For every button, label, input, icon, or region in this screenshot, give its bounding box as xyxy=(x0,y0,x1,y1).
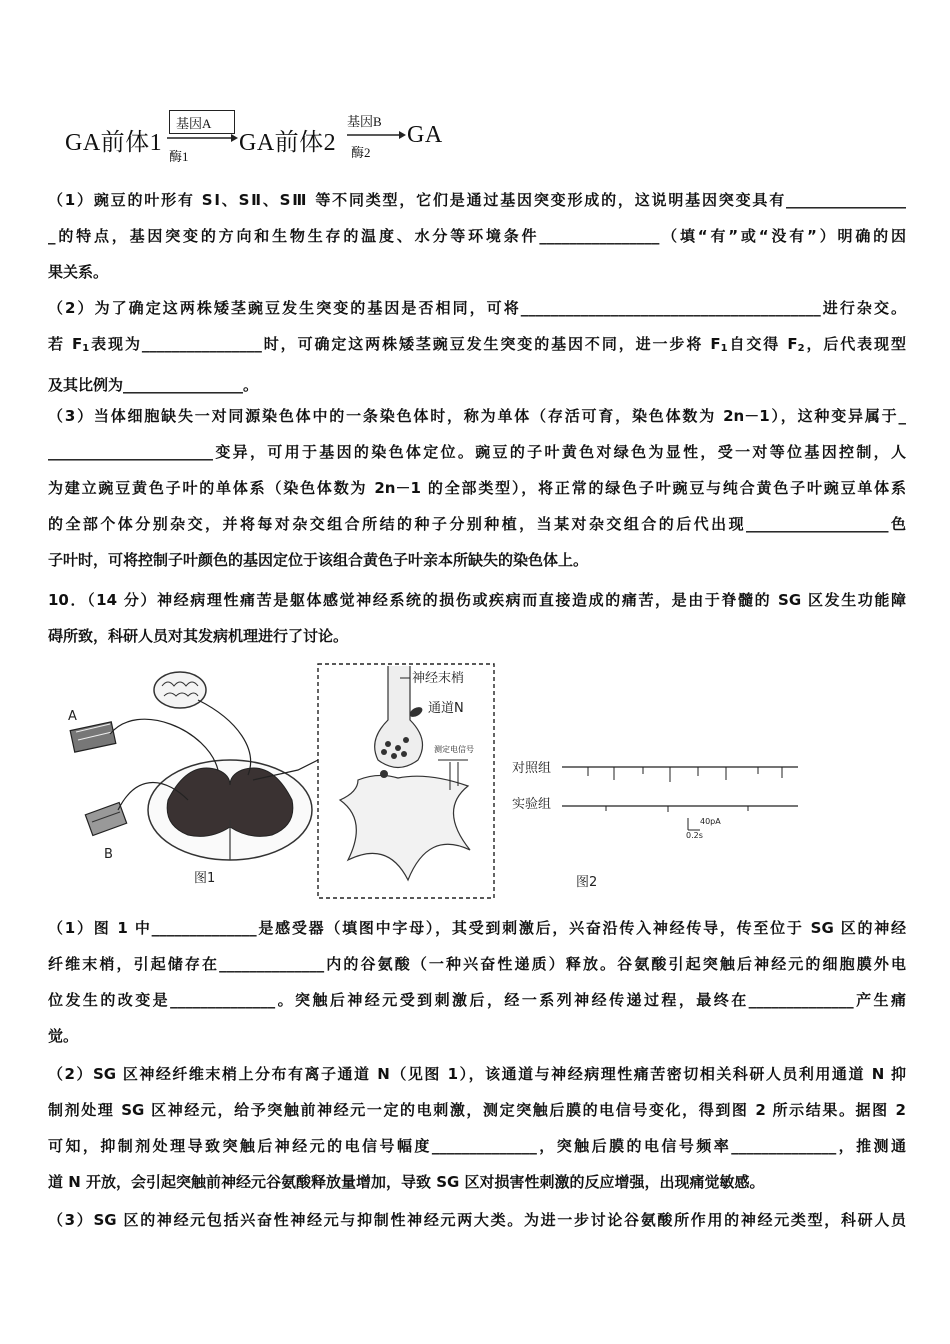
subscript: 1 xyxy=(82,343,90,354)
text-line: 碍所致，科研人员对其发病机理进行了讨论。 xyxy=(48,627,349,645)
q9-part3 xyxy=(48,398,906,578)
text-line: 为建立豌豆黄色子叶的单体系（染色体数为 2n－1 的全部类型），将正常的绿色子叶豌豆与纯合黄色子叶豌豆单体系 xyxy=(48,479,906,497)
text-line: 可知，抑制剂处理导致突触后神经元的电信号幅度______________，突触后膜的电信号频率______________，推测通 xyxy=(48,1137,906,1155)
control-trace xyxy=(562,767,798,782)
pathway-node-ga: GA xyxy=(407,122,443,148)
q9-part2 xyxy=(48,290,906,403)
pathway-node-ga-precursor-2: GA前体2 xyxy=(239,130,337,156)
channel-n-label: 通道N xyxy=(428,701,464,716)
q10-part2 xyxy=(48,1056,906,1200)
text-line: 纤维末梢，引起储存在______________内的谷氨酸（一种兴奋性递质）释放。谷氨酸引起突触后神经元的细胞膜外电 xyxy=(48,955,906,973)
text-line: 果关系。 xyxy=(48,263,109,281)
subscript: 1 xyxy=(720,343,728,354)
arrow-1-icon xyxy=(165,132,239,144)
text-line: 觉。 xyxy=(48,1027,79,1045)
text-line: 及其比例为________________。 xyxy=(48,376,259,394)
text-line: 的全部个体分别杂交，并将每对杂交组合所结的种子分别种植，当某对杂交组合的后代出现___________________色 xyxy=(48,515,906,533)
ga-pathway-diagram xyxy=(65,108,485,168)
enzyme-1-label: 酶1 xyxy=(169,149,189,164)
text-line: （2）为了确定这两株矮茎豌豆发生突变的基因是否相同，可将________________________________________进行杂交。 xyxy=(48,299,906,317)
text-line: 制剂处理 SG 区神经元，给予突触前神经元一定的电刺激，测定突触后膜的电信号变化，得到图 2 所示结果。据图 2 xyxy=(48,1101,906,1119)
text-line: （1）豌豆的叶形有 SⅠ、SⅡ、SⅢ 等不同类型，它们是通过基因突变形成的，这说明基因突变具有________________ xyxy=(48,191,906,209)
subscript: 2 xyxy=(797,343,805,354)
q10-part3 xyxy=(48,1202,906,1238)
q10-intro xyxy=(48,582,906,654)
gene-b-label: 基因B xyxy=(347,114,382,129)
text-line: _的特点，基因突变的方向和生物生存的温度、水分等环境条件________________（填“有”或“没有”）明确的因 xyxy=(48,227,906,245)
scale-bar xyxy=(688,818,700,830)
effector-b-muscle-icon xyxy=(85,803,126,836)
enzyme-2-label: 酶2 xyxy=(351,145,371,160)
gene-a-label: 基因A xyxy=(176,116,212,131)
scale-time-label: 0.2s xyxy=(686,831,703,840)
experiment-group-label: 实验组 xyxy=(512,797,552,812)
measure-signal-label: 测定电信号 xyxy=(434,745,474,754)
arrow-2-icon xyxy=(345,129,407,141)
receptor-a-skin-icon xyxy=(70,722,116,752)
synapse-icon xyxy=(340,666,470,880)
spinal-cord-icon xyxy=(148,760,312,860)
text-fragment: ，后代表现型 xyxy=(804,335,906,353)
text-line xyxy=(48,326,906,367)
text-line: 道 N 开放，会引起突触前神经元谷氨酸释放量增加，导致 SG 区对损害性刺激的反应增强，出现痛觉敏感。 xyxy=(48,1173,765,1191)
experiment-trace xyxy=(562,806,798,812)
text-line: 10．（14 分）神经病理性痛苦是躯体感觉神经系统的损伤或疾病而直接造成的痛苦，是由于脊髓的 SG 区发生功能障 xyxy=(48,591,906,609)
gene-a-box xyxy=(169,110,235,134)
brain-icon xyxy=(154,672,206,708)
label-b: B xyxy=(104,847,113,862)
fig2-caption: 图2 xyxy=(576,875,598,890)
figure-svg xyxy=(58,660,908,905)
q9-part1 xyxy=(48,182,906,290)
text-fragment: 表现为________________时，可确定这两株矮茎豌豆发生突变的基因不同，进一步将 F xyxy=(89,335,721,353)
text-line: ______________________变异，可用于基因的染色体定位。豌豆的子叶黄色对绿色为显性，受一对等位基因控制，人 xyxy=(48,443,906,461)
control-group-label: 对照组 xyxy=(512,761,552,776)
label-a: A xyxy=(68,709,77,724)
text-line: 位发生的改变是______________。突触后神经元受到刺激后，经一系列神经传递过程，最终在______________产生痛 xyxy=(48,991,906,1009)
scale-current-label: 40pA xyxy=(700,817,721,826)
nerve-terminal-label: 神经末梢 xyxy=(412,671,465,686)
text-line: （3）SG 区的神经元包括兴奋性神经元与抑制性神经元两大类。为进一步讨论谷氨酸所作用的神经元类型，科研人员 xyxy=(48,1211,906,1229)
text-line: 子叶时，可将控制子叶颜色的基因定位于该组合黄色子叶亲本所缺失的染色体上。 xyxy=(48,551,589,569)
text-line: （2）SG 区神经纤维末梢上分布有离子通道 N（见图 1），该通道与神经病理性痛苦密切相关科研人员利用通道 N 抑 xyxy=(48,1065,906,1083)
pathway-node-ga-precursor-1: GA前体1 xyxy=(65,130,163,156)
fig1-caption: 图1 xyxy=(194,871,216,886)
text-fragment: 若 F xyxy=(48,335,83,353)
text-line: （3）当体细胞缺失一对同源染色体中的一条染色体时，称为单体（存活可育，染色体数为 2n－1），这种变异属于_ xyxy=(48,407,906,425)
text-fragment: 自交得 F xyxy=(727,335,798,353)
text-line: （1）图 1 中______________是感受器（填图中字母），其受到刺激后，兴奋沿传入神经传导，传至位于 SG 区的神经 xyxy=(48,919,906,937)
q10-part1 xyxy=(48,910,906,1054)
figure-neural-pathway xyxy=(58,660,908,905)
